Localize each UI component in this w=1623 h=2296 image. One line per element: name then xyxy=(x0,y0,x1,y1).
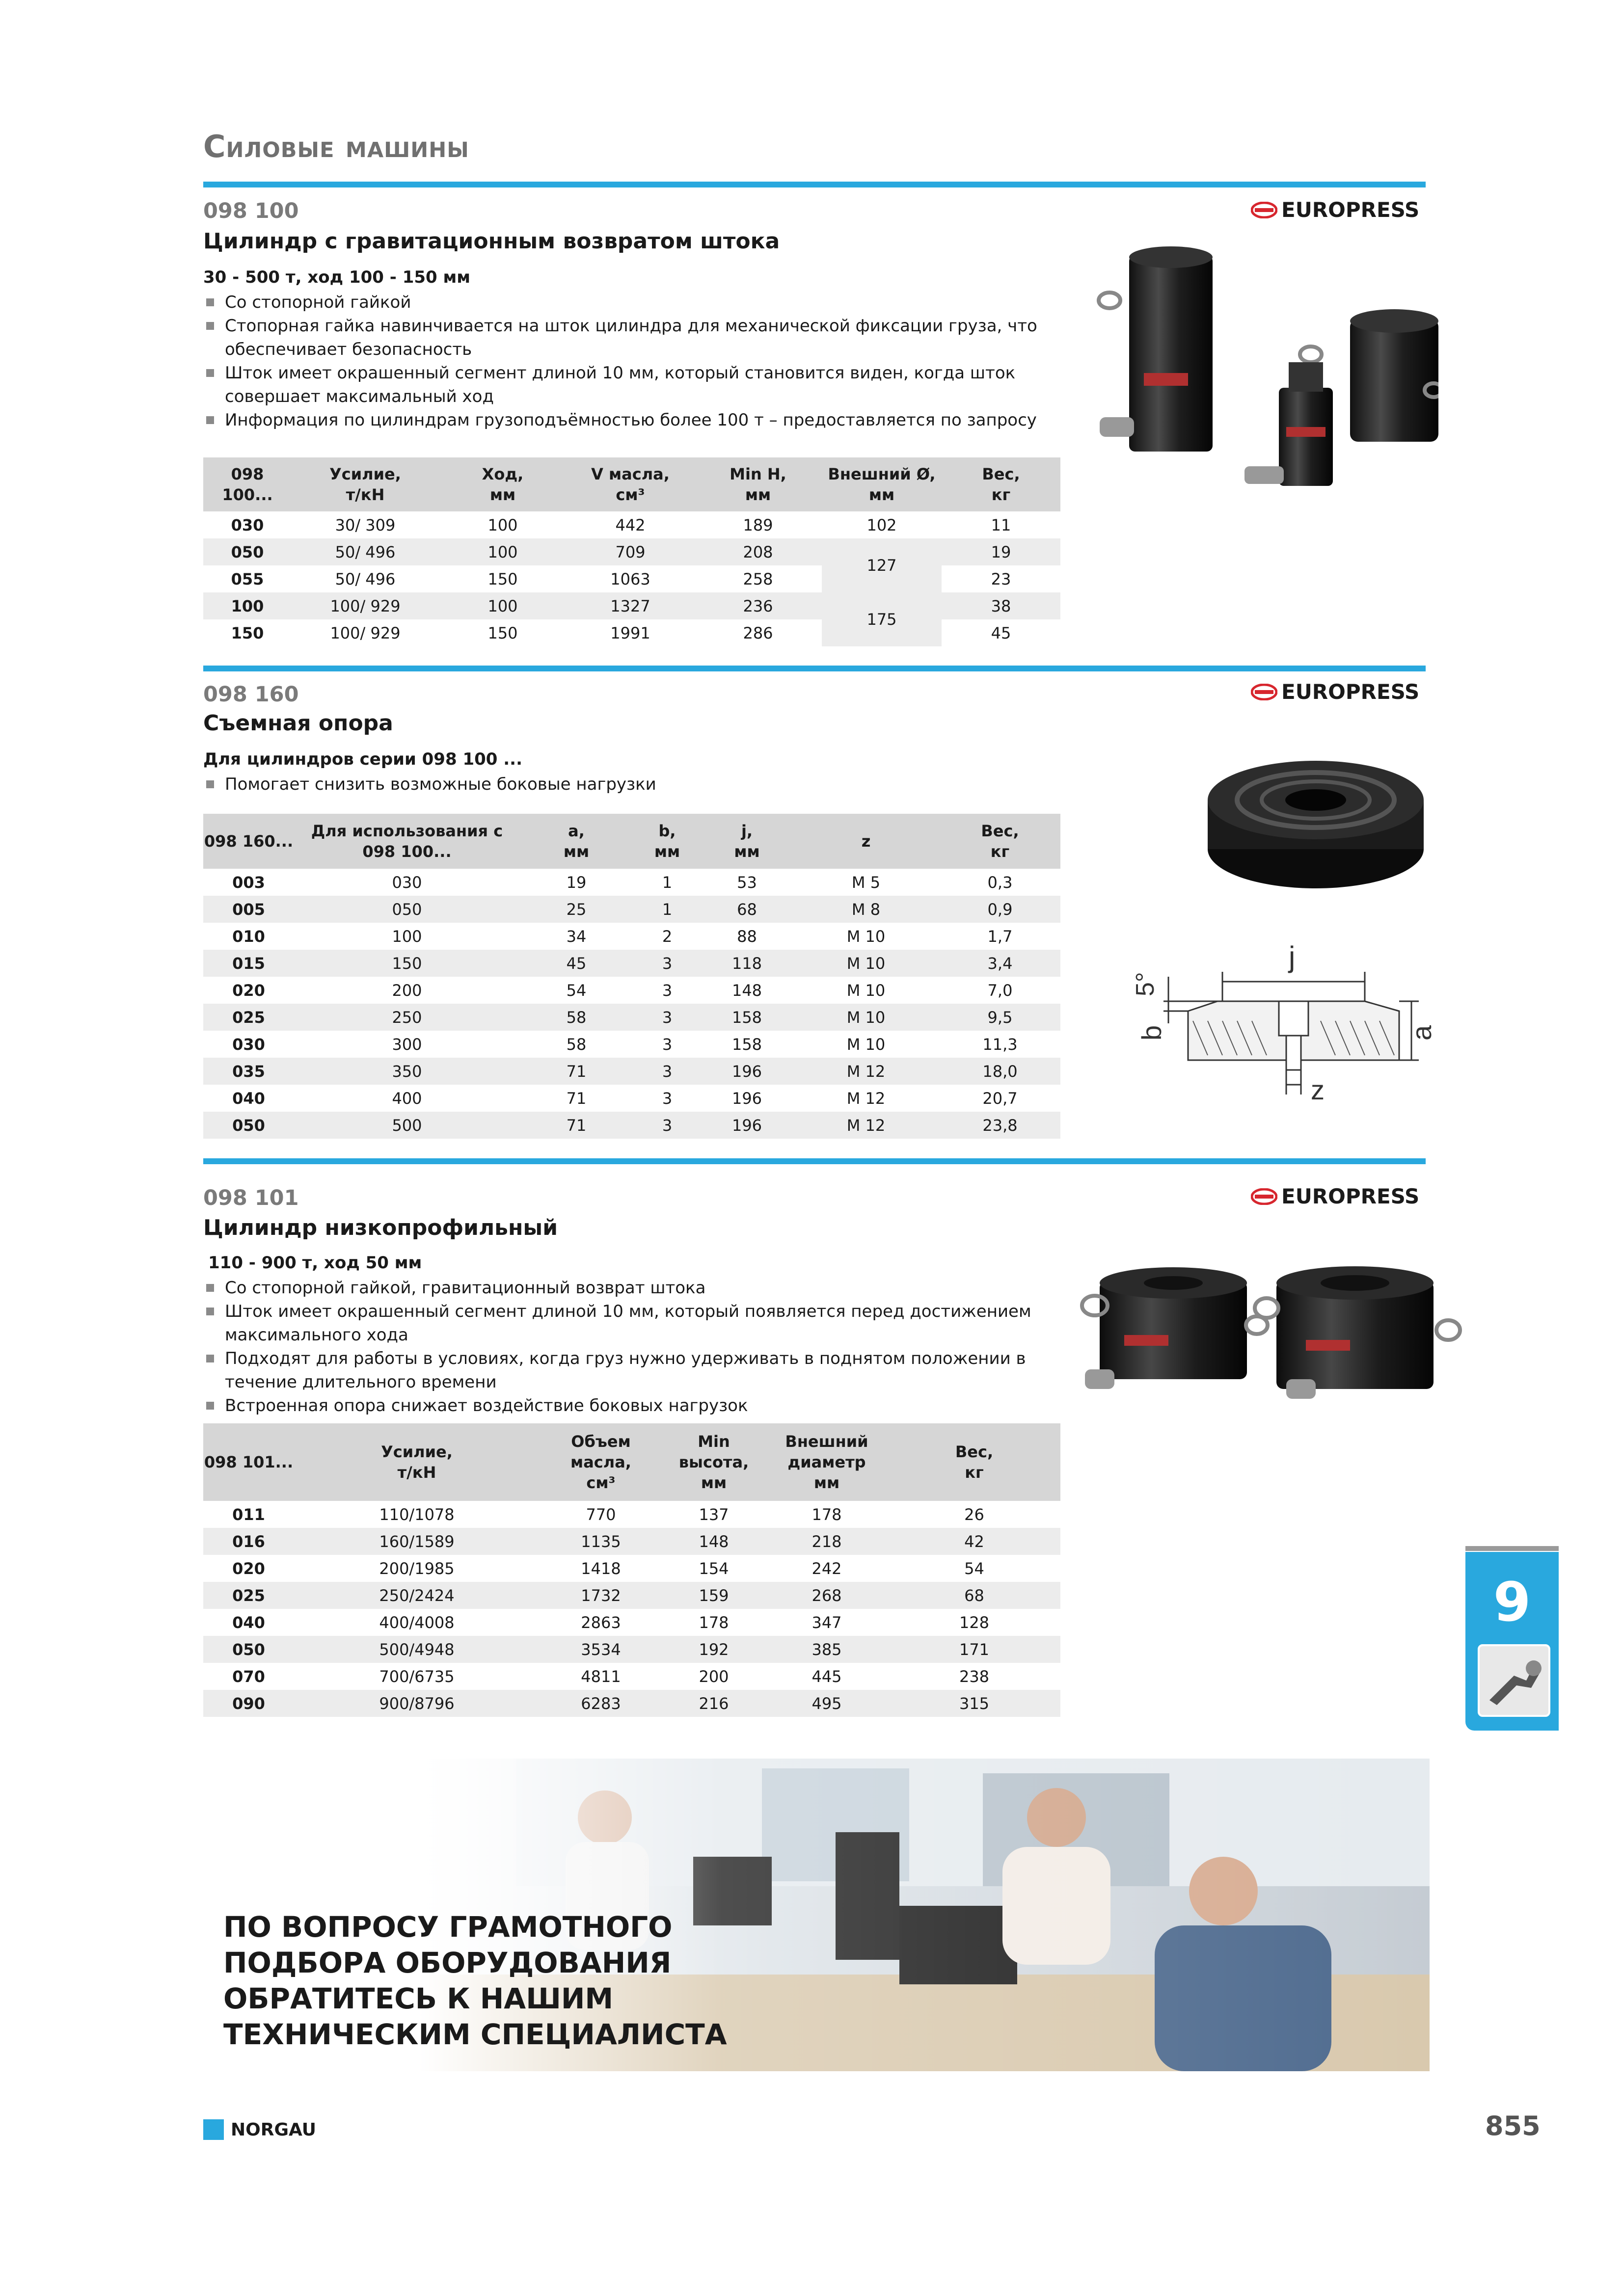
table-cell: M 10 xyxy=(846,1035,886,1054)
column-header: 098 100... xyxy=(203,457,292,511)
banner-call-to-action xyxy=(223,1909,727,2053)
table-cell: 1732 xyxy=(540,1582,662,1609)
table-cell: 0,3 xyxy=(987,873,1013,892)
table-cell: 242 xyxy=(812,1559,842,1578)
column-header: Внешний Ø, мм xyxy=(822,457,942,511)
table-cell: 34 xyxy=(566,927,587,946)
column-header: z xyxy=(792,814,940,869)
table-row xyxy=(203,1690,1060,1717)
table-cell: 300 xyxy=(392,1035,422,1054)
column-header: Усилие, т/кН xyxy=(294,1423,540,1501)
column-header: j, мм xyxy=(702,814,792,869)
europress-logo-icon xyxy=(1251,1188,1277,1205)
table-row: 050 50/ 496 100 709 208 127 19 xyxy=(203,538,1060,565)
table-cell: M 12 xyxy=(792,1058,940,1085)
page-title: Силовые машины xyxy=(203,129,469,164)
table-row xyxy=(203,1031,1060,1058)
table-cell: 0,9 xyxy=(940,896,1060,923)
dim-label-a: a xyxy=(1406,1025,1437,1041)
table-row xyxy=(203,869,1060,896)
table-cell: M 8 xyxy=(792,896,940,923)
column-header: Объем масла, см³ xyxy=(540,1423,662,1501)
article-cell: 050 xyxy=(203,1112,294,1139)
article-cell: 020 xyxy=(232,1559,265,1578)
table-cell: 100 xyxy=(392,927,422,946)
table-cell: 150 xyxy=(294,950,520,977)
table-cell: 148 xyxy=(731,981,762,1000)
table-cell: 137 xyxy=(699,1505,729,1524)
table-row xyxy=(203,977,1060,1004)
table-cell: 315 xyxy=(888,1690,1060,1717)
table-cell: 445 xyxy=(812,1667,842,1686)
table-cell: 3 xyxy=(662,1035,673,1054)
article-cell: 030 xyxy=(232,1035,265,1054)
table-cell: 71 xyxy=(520,1058,633,1085)
footer-brand: NORGAU xyxy=(231,2119,316,2140)
table-cell: 19 xyxy=(566,873,587,892)
grinder-icon xyxy=(1478,1644,1550,1717)
column-header: a, мм xyxy=(520,814,633,869)
table-row xyxy=(203,950,1060,977)
column-header: Вес, кг xyxy=(888,1423,1060,1501)
table-cell: 158 xyxy=(702,1004,792,1031)
banner-line: ТЕХНИЧЕСКИМ СПЕЦИАЛИСТА xyxy=(223,2018,727,2051)
table-cell: M 10 xyxy=(792,1004,940,1031)
feature-item: Шток имеет окрашенный сегмент длиной 10 мм, который появляется перед достижением максимального хода xyxy=(203,1300,1057,1347)
feature-item: Подходят для работы в условиях, когда груз нужно удерживать в поднятом положении в течение длительного времени xyxy=(203,1347,1057,1394)
column-header: Вес, кг xyxy=(942,457,1060,511)
table-cell: 2863 xyxy=(581,1613,621,1632)
table-cell: 218 xyxy=(765,1528,888,1555)
table-row xyxy=(203,923,1060,950)
column-header: 098 101... xyxy=(203,1423,294,1501)
table-cell: 9,5 xyxy=(940,1004,1060,1031)
table-cell: 4811 xyxy=(581,1667,621,1686)
table-row xyxy=(203,1004,1060,1031)
brand-name: EUROPRESS xyxy=(1281,1184,1420,1208)
table-cell: 2 xyxy=(662,927,673,946)
table-cell: 500/4948 xyxy=(294,1636,540,1663)
article-cell: 035 xyxy=(203,1058,294,1085)
table-cell: 900/8796 xyxy=(294,1690,540,1717)
table-cell: 159 xyxy=(662,1582,765,1609)
norgau-logo-icon xyxy=(203,2119,224,2140)
product-code: 098 160 xyxy=(203,682,299,707)
column-header: Min H, мм xyxy=(694,457,822,511)
table-cell: 700/6735 xyxy=(379,1667,455,1686)
banner-line: ОБРАТИТЕСЬ К НАШИМ xyxy=(223,1982,614,2015)
product-spec: 30 - 500 т, ход 100 - 150 мм xyxy=(203,267,471,287)
feature-list xyxy=(203,773,1057,796)
table-cell: 1135 xyxy=(540,1528,662,1555)
column-header: 098 160... xyxy=(203,814,294,869)
article-cell: 020 xyxy=(232,981,265,1000)
table-row xyxy=(203,1528,1060,1555)
table-cell: 6283 xyxy=(540,1690,662,1717)
saddle-product-image xyxy=(1198,726,1434,893)
banner-line: ПО ВОПРОСУ ГРАМОТНОГО xyxy=(223,1910,673,1944)
section-divider xyxy=(203,182,1426,187)
article-cell: 040 xyxy=(232,1089,265,1108)
table-cell: 770 xyxy=(586,1505,616,1524)
table-cell: 45 xyxy=(520,950,633,977)
table-cell: 196 xyxy=(702,1112,792,1139)
table-row xyxy=(203,1058,1060,1085)
section-divider xyxy=(203,666,1426,671)
table-cell: 178 xyxy=(812,1505,842,1524)
table-cell: 20,7 xyxy=(982,1089,1018,1108)
table-cell: 030 xyxy=(392,873,422,892)
table-row: 100 100/ 929 100 1327 236 175 38 xyxy=(203,592,1060,619)
article-cell: 016 xyxy=(203,1528,294,1555)
table-cell: 350 xyxy=(294,1058,520,1085)
article-cell: 025 xyxy=(203,1004,294,1031)
table-cell: 53 xyxy=(737,873,757,892)
section-divider xyxy=(203,1158,1426,1164)
table-cell: 385 xyxy=(765,1636,888,1663)
table-cell: 3 xyxy=(633,1112,702,1139)
feature-item: Шток имеет окрашенный сегмент длиной 10 мм, который становится виден, когда шток совершает максимальный ход xyxy=(203,361,1057,408)
article-cell: 025 xyxy=(203,1582,294,1609)
table-row xyxy=(203,1582,1060,1609)
table-cell: 7,0 xyxy=(987,981,1013,1000)
table-row xyxy=(203,1501,1060,1528)
table-cell: 158 xyxy=(731,1035,762,1054)
product-title: Съемная опора xyxy=(203,711,393,736)
table-cell: 1418 xyxy=(581,1559,621,1578)
article-cell: 003 xyxy=(232,873,265,892)
table-cell: 88 xyxy=(737,927,757,946)
chapter-tab-bar xyxy=(1465,1546,1559,1551)
feature-list xyxy=(203,291,1057,432)
table-cell: 1 xyxy=(633,896,702,923)
table-cell: 500 xyxy=(294,1112,520,1139)
table-cell: 68 xyxy=(702,896,792,923)
table-row: 150 100/ 929 150 1991 286 45 xyxy=(231,623,1011,642)
table-cell: M 10 xyxy=(792,950,940,977)
spec-table-098101 xyxy=(203,1423,1060,1717)
table-cell: 495 xyxy=(765,1690,888,1717)
table-cell: 3 xyxy=(633,950,702,977)
table-cell: 196 xyxy=(731,1089,762,1108)
dim-label-j: j xyxy=(1289,940,1296,973)
table-cell: 196 xyxy=(702,1058,792,1085)
saddle-dimension-diagram xyxy=(1124,937,1438,1119)
table-cell: M 12 xyxy=(792,1112,940,1139)
brand-logo xyxy=(1251,198,1419,222)
europress-logo-icon xyxy=(1251,684,1277,700)
article-cell: 005 xyxy=(203,896,294,923)
article-cell: 011 xyxy=(232,1505,265,1524)
table-cell: 171 xyxy=(888,1636,1060,1663)
column-header: Внешний диаметр мм xyxy=(765,1423,888,1501)
low-profile-cylinder-image xyxy=(1080,1256,1473,1414)
chapter-number: 9 xyxy=(1493,1571,1531,1633)
table-cell: 1,7 xyxy=(987,927,1013,946)
table-row: 055 50/ 496 150 1063 258 23 xyxy=(231,569,1011,588)
product-spec: Для цилиндров серии 098 100 ... xyxy=(203,749,523,769)
table-cell: 154 xyxy=(699,1559,729,1578)
table-cell: 11,3 xyxy=(982,1035,1018,1054)
table-cell: 23,8 xyxy=(940,1112,1060,1139)
brand-name: EUROPRESS xyxy=(1281,680,1420,704)
table-cell: 54 xyxy=(964,1559,984,1578)
table-row xyxy=(203,1609,1060,1636)
feature-item: Информация по цилиндрам грузоподъёмностью более 100 т – предоставляется по запросу xyxy=(203,408,1057,432)
dim-label-angle: 5° xyxy=(1131,972,1160,996)
feature-item: Стопорная гайка навинчивается на шток цилиндра для механической фиксации груза, что обеспечивает безопасность xyxy=(203,314,1057,361)
table-cell: 216 xyxy=(662,1690,765,1717)
column-header: Вес, кг xyxy=(940,814,1060,869)
column-header: V масла, см³ xyxy=(567,457,694,511)
dim-label-z: z xyxy=(1311,1074,1325,1105)
table-cell: 58 xyxy=(566,1035,587,1054)
feature-item: Со стопорной гайкой xyxy=(203,291,1057,314)
table-cell: 3 xyxy=(633,1004,702,1031)
table-cell: 178 xyxy=(699,1613,729,1632)
footer-logo xyxy=(203,2119,316,2140)
column-header: Усилие, т/кН xyxy=(292,457,439,511)
table-cell: 3534 xyxy=(540,1636,662,1663)
product-spec: 110 - 900 т, ход 50 мм xyxy=(208,1253,422,1273)
column-header: Ход, мм xyxy=(439,457,567,511)
table-cell: 18,0 xyxy=(940,1058,1060,1085)
table-cell: 118 xyxy=(702,950,792,977)
table-cell: 050 xyxy=(294,896,520,923)
feature-item: Со стопорной гайкой, гравитационный возврат штока xyxy=(203,1276,1057,1300)
article-cell: 050 xyxy=(203,1636,294,1663)
table-cell: 110/1078 xyxy=(379,1505,455,1524)
table-cell: 200/1985 xyxy=(379,1559,455,1578)
table-cell: 71 xyxy=(566,1089,587,1108)
table-cell: 58 xyxy=(520,1004,633,1031)
cylinder-product-image xyxy=(1095,236,1438,510)
table-cell: 148 xyxy=(662,1528,765,1555)
table-cell: 3,4 xyxy=(940,950,1060,977)
table-cell: 3 xyxy=(633,1058,702,1085)
table-row: 030 30/ 309 100 442 189 102 11 xyxy=(231,515,1011,534)
table-cell: 200 xyxy=(699,1667,729,1686)
page-number: 855 xyxy=(1485,2110,1541,2141)
table-cell: 71 xyxy=(520,1112,633,1139)
table-row xyxy=(203,896,1060,923)
table-cell: 250/2424 xyxy=(294,1582,540,1609)
table-cell: 3 xyxy=(662,1089,673,1108)
table-cell: 68 xyxy=(888,1582,1060,1609)
table-cell: 268 xyxy=(765,1582,888,1609)
product-code: 098 100 xyxy=(203,199,299,223)
product-code: 098 101 xyxy=(203,1186,299,1210)
spec-table-098160 xyxy=(203,814,1060,1139)
table-cell: M 10 xyxy=(846,927,886,946)
column-header: b, мм xyxy=(633,814,702,869)
table-cell: M 10 xyxy=(846,981,886,1000)
article-cell: 015 xyxy=(203,950,294,977)
table-cell: M 5 xyxy=(851,873,881,892)
feature-item: Встроенная опора снижает воздействие боковых нагрузок xyxy=(203,1394,1057,1417)
article-cell: 010 xyxy=(232,927,265,946)
table-cell: 192 xyxy=(662,1636,765,1663)
spec-table-098100 xyxy=(203,457,1060,646)
europress-logo-icon xyxy=(1251,202,1277,218)
table-cell: 128 xyxy=(959,1613,990,1632)
banner-line: ПОДБОРА ОБОРУДОВАНИЯ xyxy=(223,1946,672,1979)
brand-logo xyxy=(1251,1184,1419,1208)
table-cell: 200 xyxy=(392,981,422,1000)
brand-logo xyxy=(1251,680,1419,704)
article-cell: 040 xyxy=(232,1613,265,1632)
table-row xyxy=(203,1663,1060,1690)
table-cell: 26 xyxy=(964,1505,984,1524)
table-cell: 25 xyxy=(520,896,633,923)
table-row xyxy=(203,1085,1060,1112)
table-row xyxy=(203,1555,1060,1582)
table-cell: 347 xyxy=(812,1613,842,1632)
feature-list xyxy=(203,1276,1057,1417)
product-title: Цилиндр с гравитационным возвратом штока xyxy=(203,229,780,254)
table-row xyxy=(203,1636,1060,1663)
table-cell: 400 xyxy=(392,1089,422,1108)
table-cell: 160/1589 xyxy=(294,1528,540,1555)
table-cell: 238 xyxy=(959,1667,990,1686)
dim-label-b: b xyxy=(1136,1025,1167,1041)
table-cell: 42 xyxy=(888,1528,1060,1555)
feature-item: Помогает снизить возможные боковые нагрузки xyxy=(203,773,1057,796)
column-header: Для использования с 098 100... xyxy=(294,814,520,869)
table-cell: 250 xyxy=(294,1004,520,1031)
column-header: Min высота, мм xyxy=(662,1423,765,1501)
table-cell: 400/4008 xyxy=(379,1613,455,1632)
table-cell: 1 xyxy=(662,873,673,892)
brand-name: EUROPRESS xyxy=(1281,198,1420,222)
article-cell: 090 xyxy=(203,1690,294,1717)
table-cell: 54 xyxy=(566,981,587,1000)
table-row xyxy=(203,1112,1060,1139)
article-cell: 070 xyxy=(232,1667,265,1686)
table-cell: M 12 xyxy=(846,1089,886,1108)
product-title: Цилиндр низкопрофильный xyxy=(203,1215,558,1240)
table-cell: 3 xyxy=(662,981,673,1000)
